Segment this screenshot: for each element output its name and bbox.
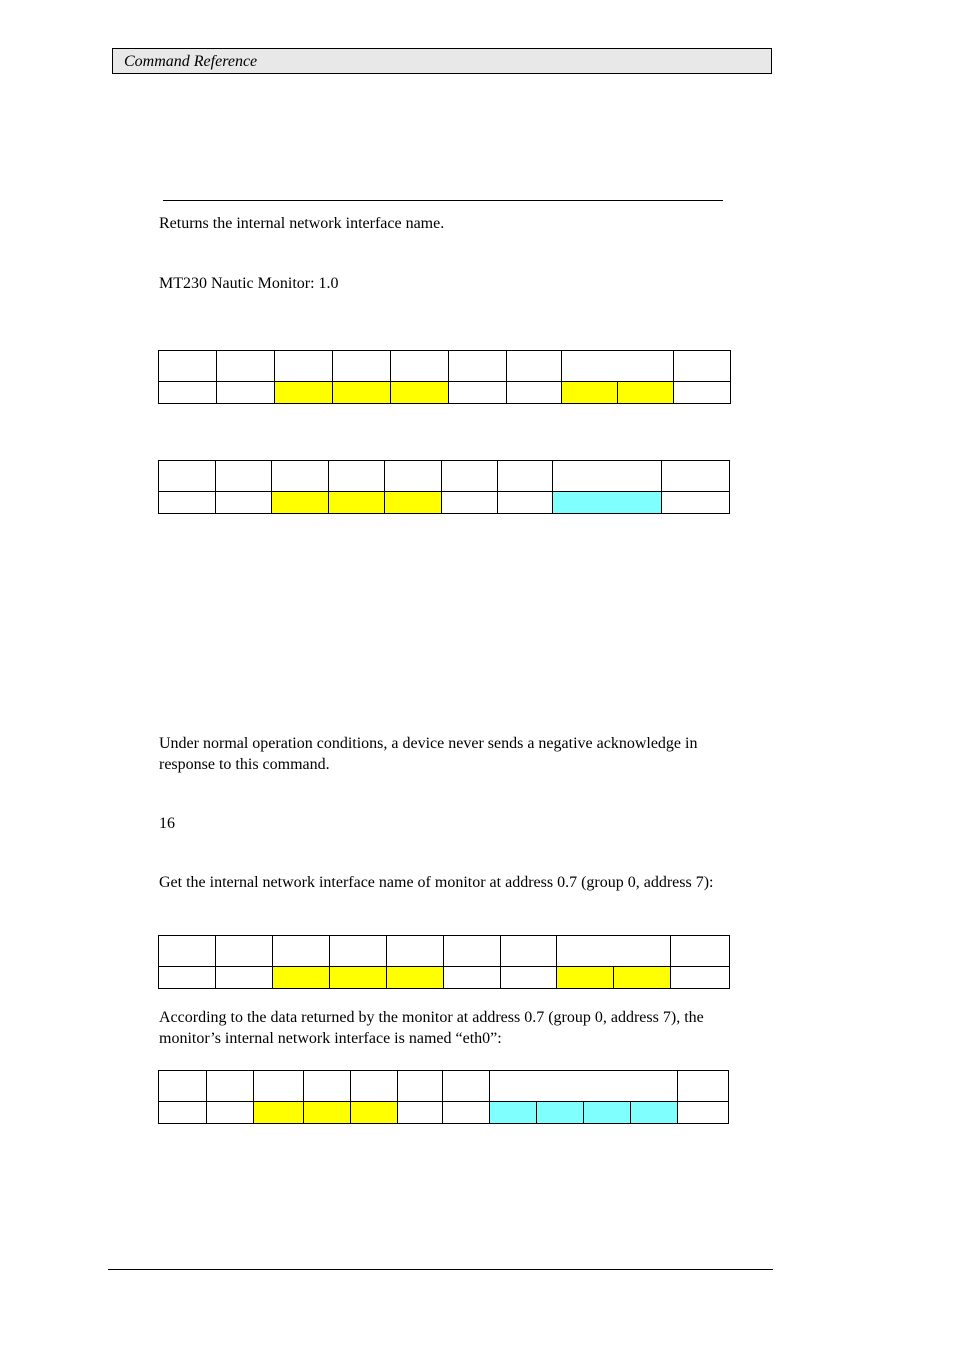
availability-text: MT230 Nautic Monitor: 1.0 [159,275,339,292]
command-number-text: 16 [159,815,175,832]
footer-rule [108,1269,773,1270]
example-request-table [158,935,730,989]
table-row [159,1071,729,1102]
table-row [159,936,730,967]
page-header [112,48,772,74]
table-row [159,351,731,382]
table-row [159,1102,729,1124]
example-response-intro: According to the data returned by the monitor at address 0.7 (group 0, address 7), the monitor’s internal network interface is named “eth0”: [159,1009,704,1047]
example-request-intro: Get the internal network interface name of monitor at address 0.7 (group 0, address 7): [159,874,714,891]
header-title: Command Reference [124,53,258,70]
response-format-table [158,460,730,514]
nack-note-text: Under normal operation conditions, a device never sends a negative acknowledge in response to this command. [159,735,698,773]
command-format-table [158,350,731,404]
table-row [159,382,731,404]
table-row [159,967,730,989]
table-row [159,492,730,514]
section-rule [163,200,723,201]
description-text: Returns the internal network interface name. [159,215,445,232]
example-response-table [158,1070,729,1124]
table-row [159,461,730,492]
